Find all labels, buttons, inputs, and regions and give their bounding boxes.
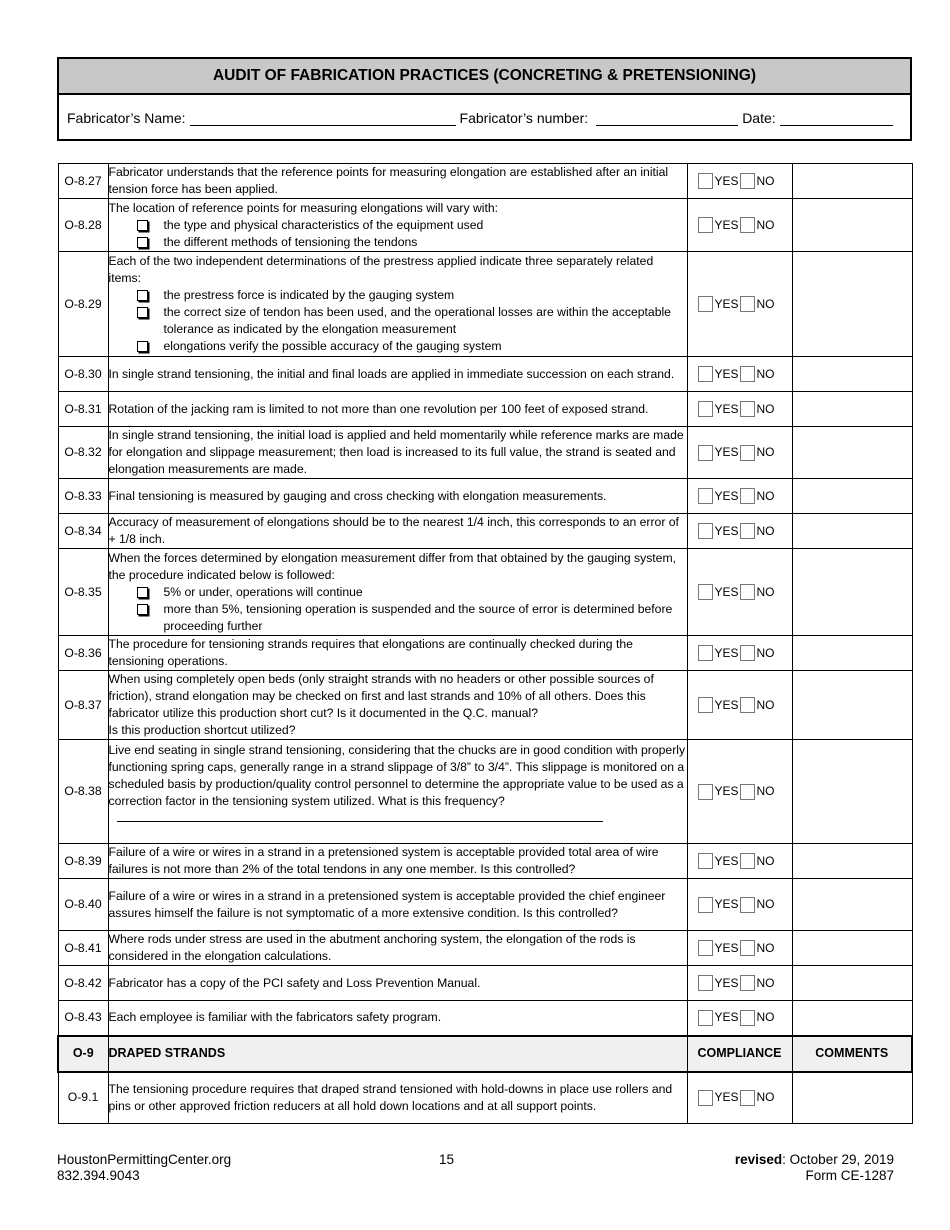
- compliance-cell: [687, 357, 792, 392]
- table-row: [58, 392, 912, 427]
- compliance-cell: [687, 931, 792, 966]
- section-code: O-9: [58, 1036, 108, 1072]
- item-text: [108, 671, 687, 740]
- checkbox-bullet-icon: [137, 307, 148, 318]
- no-label: NO: [756, 1090, 775, 1105]
- revised-line: [735, 1152, 894, 1168]
- date-field[interactable]: [780, 111, 893, 126]
- checklist-item-text: the prestress force is indicated by the gauging system: [163, 288, 455, 302]
- comments-cell[interactable]: [792, 1001, 912, 1036]
- checklist-item: [109, 338, 687, 355]
- checklist-item: [109, 304, 687, 338]
- checklist-item-text: the correct size of tendon has been used, and the operational losses are within the acceptable tolerance as indicated by the elongation measurement: [163, 305, 671, 336]
- no-checkbox[interactable]: [740, 296, 755, 312]
- item-code: O-8.28: [58, 199, 108, 252]
- yes-checkbox[interactable]: [698, 897, 713, 913]
- table-row: [58, 1072, 912, 1124]
- fabricator-number-label: Fabricator’s number:: [459, 110, 589, 126]
- compliance-cell: [687, 427, 792, 479]
- compliance-cell: [687, 392, 792, 427]
- item-intro: Each of the two independent determinations of the prestress applied indicate three separately related items:: [108, 254, 654, 285]
- yes-checkbox[interactable]: [698, 784, 713, 800]
- table-row: [58, 1001, 912, 1036]
- item-text: Rotation of the jacking ram is limited to not more than one revolution per 100 feet of exposed strand.: [108, 392, 687, 427]
- form-title: AUDIT OF FABRICATION PRACTICES (CONCRETING & PRETENSIONING): [59, 59, 910, 95]
- table-row: [58, 966, 912, 1001]
- item-code: O-8.36: [58, 636, 108, 671]
- no-label: NO: [756, 217, 775, 232]
- yes-label: YES: [714, 645, 739, 660]
- checklist-item: [109, 217, 687, 234]
- comments-cell[interactable]: [792, 879, 912, 931]
- yes-checkbox[interactable]: [698, 488, 713, 504]
- item-text: [108, 252, 687, 357]
- yes-label: YES: [714, 697, 739, 712]
- section-header-row: [58, 1036, 912, 1072]
- yes-checkbox[interactable]: [698, 366, 713, 382]
- item-text: Fabricator understands that the reference points for measuring elongation are established after an initial tension force has been applied.: [108, 164, 687, 199]
- table-row: [58, 427, 912, 479]
- yes-label: YES: [714, 488, 739, 503]
- checkbox-bullet-icon: [137, 237, 148, 248]
- yes-label: YES: [714, 940, 739, 955]
- comments-cell[interactable]: [792, 740, 912, 844]
- comments-cell[interactable]: [792, 427, 912, 479]
- no-checkbox[interactable]: [740, 584, 755, 600]
- table-row: [58, 252, 912, 357]
- compliance-cell: [687, 199, 792, 252]
- item-code: O-8.27: [58, 164, 108, 199]
- compliance-cell: [687, 844, 792, 879]
- compliance-cell: [687, 549, 792, 636]
- table-row: [58, 479, 912, 514]
- no-checkbox[interactable]: [740, 366, 755, 382]
- comments-cell[interactable]: [792, 636, 912, 671]
- yes-label: YES: [714, 217, 739, 232]
- form-header: [57, 57, 912, 141]
- yes-checkbox[interactable]: [698, 217, 713, 233]
- item-code: O-8.39: [58, 844, 108, 879]
- item-text: [108, 199, 687, 252]
- yes-checkbox[interactable]: [698, 975, 713, 991]
- item-code: O-8.35: [58, 549, 108, 636]
- checklist-item: [109, 287, 687, 304]
- item-code: O-8.29: [58, 252, 108, 357]
- item-text: Fabricator has a copy of the PCI safety and Loss Prevention Manual.: [108, 966, 687, 1001]
- no-checkbox[interactable]: [740, 445, 755, 461]
- checklist-item-text: elongations verify the possible accuracy of the gauging system: [163, 339, 502, 353]
- no-checkbox[interactable]: [740, 853, 755, 869]
- item-intro: When the forces determined by elongation measurement differ from that obtained by the gauging system, the procedure indicated below is followed:: [108, 550, 676, 582]
- no-label: NO: [756, 296, 775, 311]
- yes-label: YES: [714, 784, 739, 798]
- table-row: [58, 636, 912, 671]
- compliance-cell: [687, 1072, 792, 1124]
- table-row: [58, 549, 912, 636]
- no-checkbox[interactable]: [740, 173, 755, 189]
- table-row: [58, 357, 912, 392]
- yes-checkbox[interactable]: [698, 296, 713, 312]
- no-checkbox[interactable]: [740, 1010, 755, 1026]
- yes-checkbox[interactable]: [698, 523, 713, 539]
- no-label: NO: [756, 897, 775, 911]
- item-text: In single strand tensioning, the initial load is applied and held momentarily while reference marks are made for elongation and slippage measurement; then load is increased to its full value, the strand is seated and elongation measurements are made.: [108, 427, 687, 479]
- no-checkbox[interactable]: [740, 940, 755, 956]
- item-code: O-8.31: [58, 392, 108, 427]
- item-text: In single strand tensioning, the initial and final loads are applied in immediate succession on each strand.: [108, 357, 687, 392]
- item-code: O-8.43: [58, 1001, 108, 1036]
- item-text: Each employee is familiar with the fabricators safety program.: [108, 1001, 687, 1036]
- compliance-cell: [687, 1001, 792, 1036]
- checklist-item: [109, 584, 687, 601]
- item-code: O-8.41: [58, 931, 108, 966]
- frequency-field[interactable]: [117, 810, 603, 822]
- item-code: O-8.37: [58, 671, 108, 740]
- item-question: Live end seating in single strand tensioning, considering that the chucks are in good condition with properly functioning spring caps, generally range in a strand slippage of 3/8” to 3/4”. This slippage is monitored on a scheduled basis by production/quality control personnel to determine the appropriate value to be used as a correction factor in the tensioning system utilized. What is this frequency?: [108, 743, 686, 808]
- no-checkbox[interactable]: [740, 784, 755, 800]
- yes-label: YES: [714, 853, 739, 868]
- table-row: [58, 514, 912, 549]
- item-code: O-8.42: [58, 966, 108, 1001]
- yes-checkbox[interactable]: [698, 853, 713, 869]
- comments-header: COMMENTS: [792, 1036, 912, 1072]
- item-question: Is this production shortcut utilized?: [108, 723, 296, 737]
- comments-cell[interactable]: [792, 479, 912, 514]
- compliance-cell: [687, 252, 792, 357]
- revised-date: : October 29, 2019: [782, 1152, 894, 1167]
- no-label: NO: [756, 1010, 775, 1025]
- yes-checkbox[interactable]: [698, 940, 713, 956]
- yes-label: YES: [714, 366, 739, 381]
- table-row: [58, 844, 912, 879]
- yes-checkbox[interactable]: [698, 1010, 713, 1026]
- no-checkbox[interactable]: [740, 217, 755, 233]
- checklist-item: [109, 234, 687, 251]
- item-text: The procedure for tensioning strands requires that elongations are continually checked during the tensioning operations.: [108, 636, 687, 671]
- footer-right: [735, 1152, 894, 1184]
- comments-cell[interactable]: [792, 199, 912, 252]
- checkbox-bullet-icon: [137, 341, 148, 352]
- footer-phone: 832.394.9043: [57, 1168, 140, 1183]
- checkbox-bullet-icon: [137, 587, 148, 598]
- no-checkbox[interactable]: [740, 645, 755, 661]
- no-label: NO: [756, 853, 775, 868]
- no-checkbox[interactable]: [740, 488, 755, 504]
- yes-label: YES: [714, 445, 739, 459]
- date-label: Date:: [742, 110, 776, 126]
- no-checkbox[interactable]: [740, 1090, 755, 1106]
- no-checkbox[interactable]: [740, 897, 755, 913]
- yes-label: YES: [714, 173, 739, 188]
- no-checkbox[interactable]: [740, 975, 755, 991]
- compliance-cell: [687, 164, 792, 199]
- yes-checkbox[interactable]: [698, 173, 713, 189]
- comments-cell[interactable]: [792, 1072, 912, 1124]
- no-label: NO: [756, 645, 775, 660]
- checkbox-bullet-icon: [137, 220, 148, 231]
- no-label: NO: [756, 975, 775, 990]
- compliance-cell: [687, 636, 792, 671]
- yes-label: YES: [714, 897, 739, 911]
- no-label: NO: [756, 940, 775, 955]
- page-number: 15: [439, 1152, 455, 1167]
- section-title: DRAPED STRANDS: [108, 1036, 687, 1072]
- yes-label: YES: [714, 523, 739, 538]
- comments-cell[interactable]: [792, 252, 912, 357]
- compliance-cell: [687, 740, 792, 844]
- yes-label: YES: [714, 1010, 739, 1025]
- fabricator-number-field[interactable]: [596, 111, 738, 126]
- revised-label: revised: [734, 1152, 783, 1167]
- no-label: NO: [756, 173, 775, 188]
- compliance-cell: [687, 879, 792, 931]
- item-code: O-8.40: [58, 879, 108, 931]
- no-label: NO: [756, 366, 775, 381]
- item-code: O-9.1: [58, 1072, 108, 1124]
- item-text: Failure of a wire or wires in a strand in a pretensioned system is acceptable provided total area of wire failures is not more than 2% of the total tendons in any one member. Is this controlled?: [108, 844, 687, 879]
- no-label: NO: [756, 523, 775, 538]
- no-label: NO: [756, 697, 775, 712]
- comments-cell[interactable]: [792, 357, 912, 392]
- comments-cell[interactable]: [792, 549, 912, 636]
- header-fields: [59, 95, 910, 141]
- table-row: [58, 740, 912, 844]
- checklist-item-text: the type and physical characteristics of the equipment used: [163, 217, 484, 232]
- item-text: [108, 740, 687, 844]
- item-code: O-8.38: [58, 740, 108, 844]
- checkbox-bullet-icon: [137, 604, 148, 615]
- item-text: [108, 549, 687, 636]
- item-code: O-8.32: [58, 427, 108, 479]
- item-text: Failure of a wire or wires in a strand in a pretensioned system is acceptable provided the chief engineer assures himself the failure is not symptomatic of a more extensive condition. Is this controlled?: [108, 879, 687, 931]
- yes-checkbox[interactable]: [698, 1090, 713, 1106]
- footer-left: [57, 1152, 231, 1184]
- yes-checkbox[interactable]: [698, 445, 713, 461]
- checklist-item-text: the different methods of tensioning the tendons: [163, 234, 418, 249]
- table-row: [58, 164, 912, 199]
- yes-checkbox[interactable]: [698, 401, 713, 417]
- compliance-cell: [687, 671, 792, 740]
- compliance-cell: [687, 514, 792, 549]
- compliance-cell: [687, 966, 792, 1001]
- comments-cell[interactable]: [792, 844, 912, 879]
- yes-checkbox[interactable]: [698, 584, 713, 600]
- compliance-header: COMPLIANCE: [687, 1036, 792, 1072]
- comments-cell[interactable]: [792, 931, 912, 966]
- comments-cell[interactable]: [792, 164, 912, 199]
- compliance-cell: [687, 479, 792, 514]
- item-intro: The location of reference points for measuring elongations will vary with:: [108, 200, 499, 215]
- fabricator-name-field[interactable]: [190, 111, 456, 126]
- item-code: O-8.34: [58, 514, 108, 549]
- item-text: Accuracy of measurement of elongations should be to the nearest 1/4 inch, this corresponds to an error of + 1/8 inch.: [108, 514, 687, 549]
- checkbox-bullet-icon: [137, 290, 148, 301]
- comments-cell[interactable]: [792, 671, 912, 740]
- comments-cell[interactable]: [792, 966, 912, 1001]
- item-code: O-8.30: [58, 357, 108, 392]
- table-row: [58, 879, 912, 931]
- no-label: NO: [756, 445, 775, 459]
- yes-label: YES: [714, 975, 739, 990]
- yes-label: YES: [714, 401, 739, 416]
- item-code: O-8.33: [58, 479, 108, 514]
- no-label: NO: [756, 401, 775, 416]
- no-checkbox[interactable]: [740, 697, 755, 713]
- audit-table: [57, 163, 913, 1124]
- comments-cell[interactable]: [792, 392, 912, 427]
- fabricator-name-label: Fabricator’s Name:: [67, 110, 186, 126]
- yes-checkbox[interactable]: [698, 697, 713, 713]
- form-number: Form CE-1287: [805, 1168, 894, 1183]
- yes-label: YES: [714, 1090, 739, 1105]
- checklist-item-text: more than 5%, tensioning operation is suspended and the source of error is determined before proceeding further: [163, 601, 673, 633]
- checklist-item-text: 5% or under, operations will continue: [163, 584, 363, 599]
- item-text: Where rods under stress are used in the abutment anchoring system, the elongation of the rods is considered in the elongation calculations.: [108, 931, 687, 966]
- item-text: Final tensioning is measured by gauging and cross checking with elongation measurements.: [108, 479, 687, 514]
- item-text: The tensioning procedure requires that draped strand tensioned with hold-downs in place use rollers and pins or other approved friction reducers at all hold down locations and at all support points.: [108, 1072, 687, 1124]
- comments-cell[interactable]: [792, 514, 912, 549]
- no-label: NO: [756, 488, 775, 503]
- table-row: [58, 199, 912, 252]
- item-question: When using completely open beds (only straight strands with no headers or other possible sources of friction), strand elongation may be checked on first and last strands and 10% of all others. Does this fabricator utilize this production short cut? Is it documented in the Q.C. manual?: [108, 672, 654, 720]
- no-checkbox[interactable]: [740, 523, 755, 539]
- yes-label: YES: [714, 296, 739, 311]
- no-label: NO: [756, 784, 775, 798]
- no-label: NO: [756, 584, 775, 599]
- footer-website: HoustonPermittingCenter.org: [57, 1152, 232, 1167]
- yes-label: YES: [714, 584, 739, 599]
- table-row: [58, 671, 912, 740]
- table-row: [58, 931, 912, 966]
- no-checkbox[interactable]: [740, 401, 755, 417]
- checklist-item: [109, 601, 687, 635]
- yes-checkbox[interactable]: [698, 645, 713, 661]
